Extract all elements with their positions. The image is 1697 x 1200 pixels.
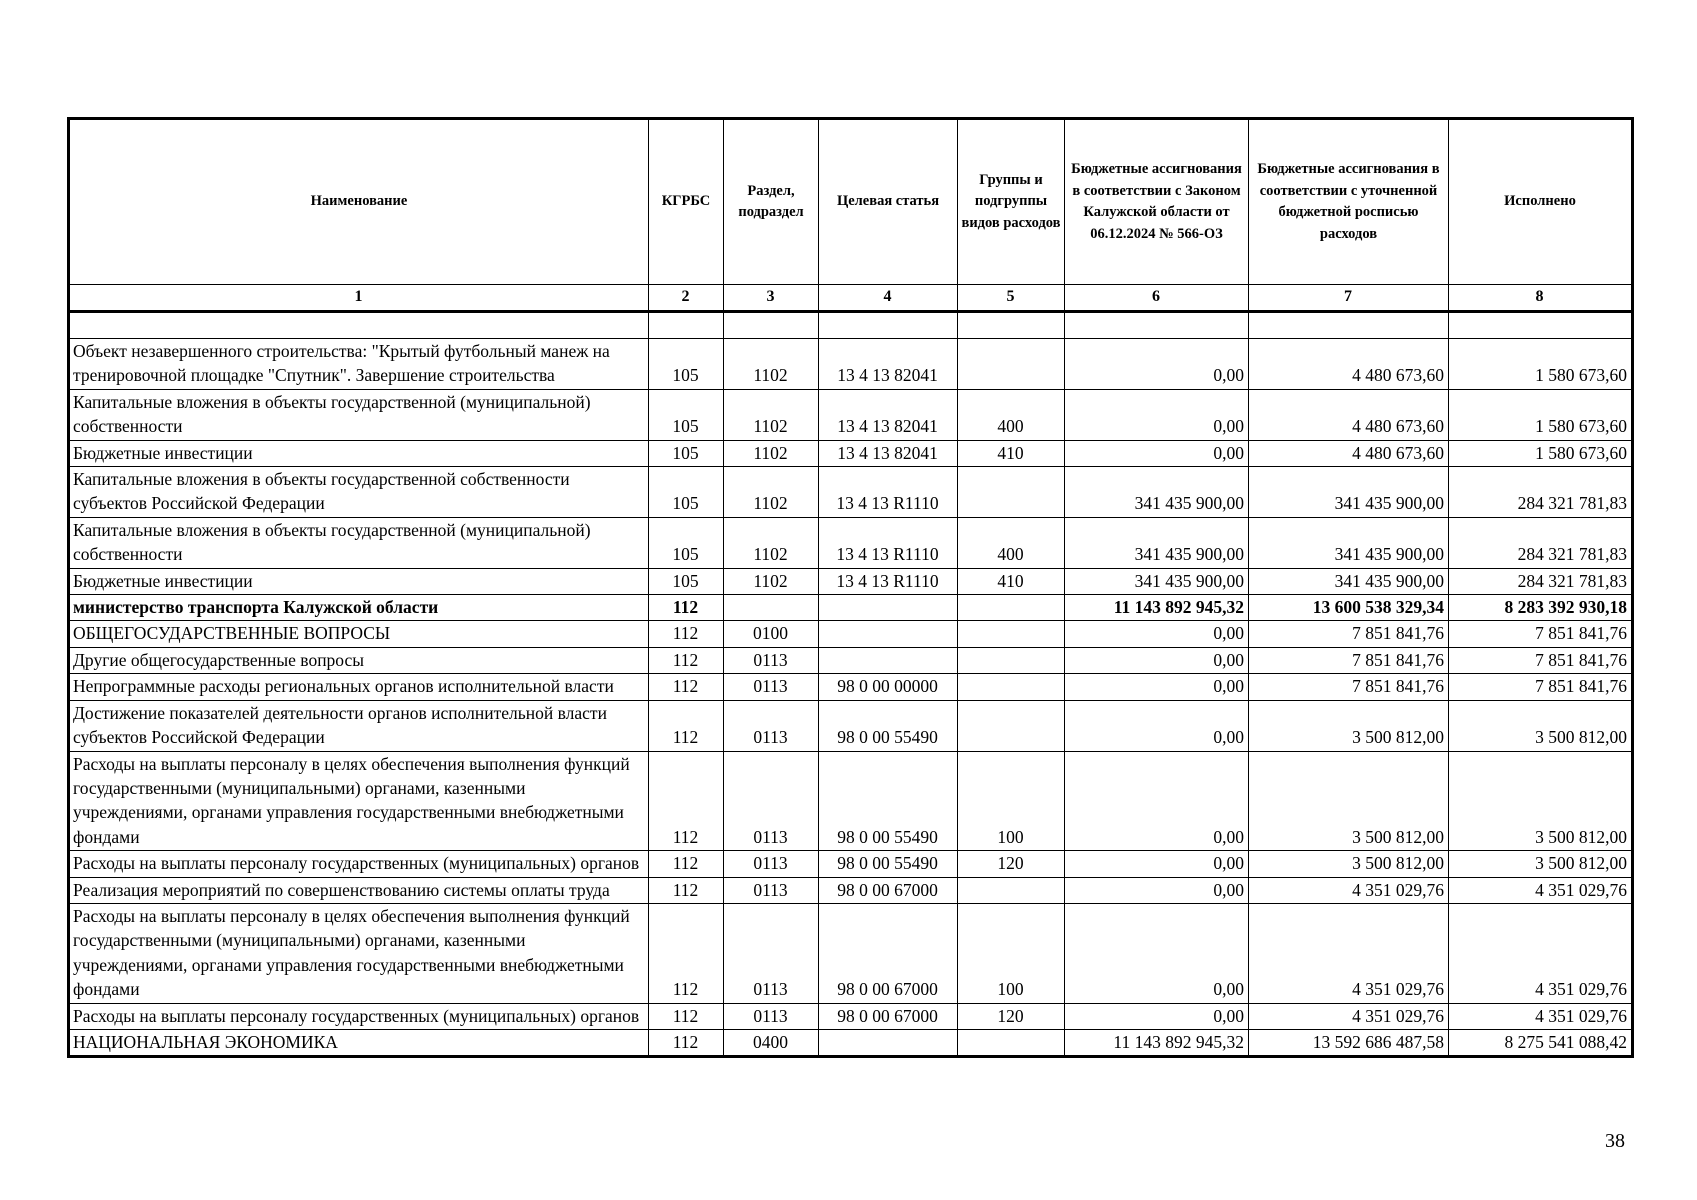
table-row <box>69 851 1633 877</box>
header-kgrbs: КГРБС <box>649 119 724 285</box>
cell-expense-type: 100 <box>958 751 1065 851</box>
cell-executed: 8 283 392 930,18 <box>1449 595 1633 621</box>
cell-section: 0113 <box>724 1003 819 1029</box>
cell-refined-allocation: 4 480 673,60 <box>1249 339 1449 390</box>
budget-execution-table <box>67 117 1634 1058</box>
cell-expense-type <box>958 1029 1065 1056</box>
cell-refined-allocation: 7 851 841,76 <box>1249 647 1449 673</box>
cell-target-article: 98 0 00 67000 <box>819 877 958 903</box>
cell-expense-type <box>958 700 1065 751</box>
header-law-allocation: Бюджетные ассигнования в соответствии с Законом Калужской области от 06.12.2024 № 566-ОЗ <box>1065 119 1249 285</box>
cell-kgrbs: 112 <box>649 621 724 647</box>
cell-name: НАЦИОНАЛЬНАЯ ЭКОНОМИКА <box>69 1029 649 1056</box>
cell-executed: 1 580 673,60 <box>1449 389 1633 440</box>
table-row <box>69 389 1633 440</box>
cell-executed: 284 321 781,83 <box>1449 467 1633 518</box>
cell-target-article: 98 0 00 00000 <box>819 674 958 700</box>
cell-target-article: 13 4 13 R1110 <box>819 467 958 518</box>
table-body <box>69 312 1633 1057</box>
cell-executed: 7 851 841,76 <box>1449 647 1633 673</box>
column-number: 2 <box>649 285 724 312</box>
cell-target-article: 13 4 13 82041 <box>819 339 958 390</box>
cell-expense-type <box>958 339 1065 390</box>
cell-expense-type <box>958 877 1065 903</box>
cell-name: Расходы на выплаты персоналу в целях обеспечения выполнения функций государственными (муниципальными) органами, казенными учреждениями, органами управления государственными внебюджетными фондами <box>69 903 649 1003</box>
column-number: 6 <box>1065 285 1249 312</box>
cell-section: 0113 <box>724 700 819 751</box>
cell-law-allocation: 0,00 <box>1065 903 1249 1003</box>
cell-target-article <box>819 1029 958 1056</box>
cell-section: 0113 <box>724 877 819 903</box>
cell-law-allocation: 0,00 <box>1065 674 1249 700</box>
cell-kgrbs: 105 <box>649 467 724 518</box>
cell-name: Достижение показателей деятельности органов исполнительной власти субъектов Российской Федерации <box>69 700 649 751</box>
cell-section: 1102 <box>724 568 819 594</box>
cell-refined-allocation: 13 600 538 329,34 <box>1249 595 1449 621</box>
cell-expense-type: 120 <box>958 1003 1065 1029</box>
cell-law-allocation: 341 435 900,00 <box>1065 517 1249 568</box>
cell-section: 1102 <box>724 339 819 390</box>
cell-section: 0113 <box>724 674 819 700</box>
cell-law-allocation: 0,00 <box>1065 339 1249 390</box>
header-section: Раздел, подраздел <box>724 119 819 285</box>
table-row <box>69 517 1633 568</box>
cell-kgrbs: 105 <box>649 517 724 568</box>
cell-refined-allocation: 341 435 900,00 <box>1249 568 1449 594</box>
cell-section <box>724 595 819 621</box>
table-row <box>69 621 1633 647</box>
cell-refined-allocation: 7 851 841,76 <box>1249 674 1449 700</box>
cell-name: Непрограммные расходы региональных органов исполнительной власти <box>69 674 649 700</box>
cell-kgrbs: 112 <box>649 674 724 700</box>
cell-name: Капитальные вложения в объекты государственной (муниципальной) собственности <box>69 517 649 568</box>
column-number: 1 <box>69 285 649 312</box>
cell-executed: 284 321 781,83 <box>1449 568 1633 594</box>
cell-target-article <box>819 647 958 673</box>
cell-law-allocation: 0,00 <box>1065 1003 1249 1029</box>
cell-refined-allocation: 7 851 841,76 <box>1249 621 1449 647</box>
cell-target-article: 13 4 13 R1110 <box>819 568 958 594</box>
cell-refined-allocation: 3 500 812,00 <box>1249 751 1449 851</box>
cell-expense-type: 120 <box>958 851 1065 877</box>
cell-target-article <box>819 621 958 647</box>
cell-refined-allocation: 4 351 029,76 <box>1249 1003 1449 1029</box>
cell-target-article: 13 4 13 82041 <box>819 440 958 466</box>
cell-expense-type <box>958 595 1065 621</box>
table-row <box>69 1003 1633 1029</box>
cell-refined-allocation: 4 480 673,60 <box>1249 440 1449 466</box>
header-refined-allocation: Бюджетные ассигнования в соответствии с уточненной бюджетной росписью расходов <box>1249 119 1449 285</box>
column-number: 5 <box>958 285 1065 312</box>
cell-executed: 7 851 841,76 <box>1449 674 1633 700</box>
table-row <box>69 751 1633 851</box>
cell-kgrbs: 105 <box>649 440 724 466</box>
table-row <box>69 647 1633 673</box>
cell-name: Расходы на выплаты персоналу в целях обеспечения выполнения функций государственными (муниципальными) органами, казенными учреждениями, органами управления государственными внебюджетными фондами <box>69 751 649 851</box>
cell-kgrbs: 112 <box>649 1029 724 1056</box>
cell-kgrbs: 112 <box>649 903 724 1003</box>
cell-executed: 1 580 673,60 <box>1449 339 1633 390</box>
column-number: 4 <box>819 285 958 312</box>
header-expense-type: Группы и подгруппы видов расходов <box>958 119 1065 285</box>
cell-target-article: 13 4 13 R1110 <box>819 517 958 568</box>
cell-name: Другие общегосударственные вопросы <box>69 647 649 673</box>
cell-target-article: 98 0 00 55490 <box>819 700 958 751</box>
table-row <box>69 700 1633 751</box>
cell-law-allocation: 0,00 <box>1065 877 1249 903</box>
cell-refined-allocation: 341 435 900,00 <box>1249 517 1449 568</box>
cell-executed: 284 321 781,83 <box>1449 517 1633 568</box>
cell-expense-type: 400 <box>958 389 1065 440</box>
cell-target-article: 98 0 00 67000 <box>819 903 958 1003</box>
cell-refined-allocation: 4 480 673,60 <box>1249 389 1449 440</box>
cell-name: Расходы на выплаты персоналу государственных (муниципальных) органов <box>69 1003 649 1029</box>
cell-kgrbs: 112 <box>649 595 724 621</box>
cell-name: Реализация мероприятий по совершенствованию системы оплаты труда <box>69 877 649 903</box>
cell-law-allocation: 11 143 892 945,32 <box>1065 1029 1249 1056</box>
cell-law-allocation: 0,00 <box>1065 440 1249 466</box>
column-number: 7 <box>1249 285 1449 312</box>
cell-law-allocation: 11 143 892 945,32 <box>1065 595 1249 621</box>
cell-kgrbs: 112 <box>649 751 724 851</box>
cell-executed: 3 500 812,00 <box>1449 700 1633 751</box>
cell-law-allocation: 0,00 <box>1065 647 1249 673</box>
cell-law-allocation: 341 435 900,00 <box>1065 467 1249 518</box>
cell-target-article: 13 4 13 82041 <box>819 389 958 440</box>
cell-section: 1102 <box>724 467 819 518</box>
cell-name: ОБЩЕГОСУДАРСТВЕННЫЕ ВОПРОСЫ <box>69 621 649 647</box>
cell-section: 1102 <box>724 440 819 466</box>
cell-target-article <box>819 595 958 621</box>
cell-law-allocation: 0,00 <box>1065 389 1249 440</box>
cell-section: 0113 <box>724 751 819 851</box>
table-row <box>69 674 1633 700</box>
table-row <box>69 440 1633 466</box>
cell-refined-allocation: 3 500 812,00 <box>1249 700 1449 751</box>
cell-law-allocation: 341 435 900,00 <box>1065 568 1249 594</box>
cell-expense-type: 410 <box>958 440 1065 466</box>
cell-name: министерство транспорта Калужской области <box>69 595 649 621</box>
cell-name: Бюджетные инвестиции <box>69 440 649 466</box>
cell-refined-allocation: 3 500 812,00 <box>1249 851 1449 877</box>
cell-name: Объект незавершенного строительства: "Крытый футбольный манеж на тренировочной площадке "Спутник". Завершение строительства <box>69 339 649 390</box>
cell-section: 0400 <box>724 1029 819 1056</box>
cell-kgrbs: 105 <box>649 339 724 390</box>
cell-executed: 3 500 812,00 <box>1449 751 1633 851</box>
cell-kgrbs: 112 <box>649 851 724 877</box>
cell-kgrbs: 112 <box>649 647 724 673</box>
cell-executed: 4 351 029,76 <box>1449 1003 1633 1029</box>
cell-section: 0113 <box>724 647 819 673</box>
cell-target-article: 98 0 00 55490 <box>819 851 958 877</box>
header-name: Наименование <box>69 119 649 285</box>
cell-target-article: 98 0 00 67000 <box>819 1003 958 1029</box>
cell-name: Бюджетные инвестиции <box>69 568 649 594</box>
cell-expense-type <box>958 674 1065 700</box>
column-number: 3 <box>724 285 819 312</box>
header-executed: Исполнено <box>1449 119 1633 285</box>
column-number: 8 <box>1449 285 1633 312</box>
table-row <box>69 467 1633 518</box>
cell-kgrbs: 105 <box>649 389 724 440</box>
cell-law-allocation: 0,00 <box>1065 700 1249 751</box>
table-row <box>69 877 1633 903</box>
cell-kgrbs: 112 <box>649 877 724 903</box>
table-row <box>69 568 1633 594</box>
cell-name: Расходы на выплаты персоналу государственных (муниципальных) органов <box>69 851 649 877</box>
header-row <box>69 119 1633 285</box>
cell-expense-type <box>958 467 1065 518</box>
column-number-row <box>69 285 1633 312</box>
cell-executed: 7 851 841,76 <box>1449 621 1633 647</box>
cell-name: Капитальные вложения в объекты государственной (муниципальной) собственности <box>69 389 649 440</box>
cell-law-allocation: 0,00 <box>1065 851 1249 877</box>
cell-kgrbs: 105 <box>649 568 724 594</box>
cell-refined-allocation: 13 592 686 487,58 <box>1249 1029 1449 1056</box>
cell-law-allocation: 0,00 <box>1065 621 1249 647</box>
cell-executed: 4 351 029,76 <box>1449 877 1633 903</box>
page-number: 38 <box>1605 1130 1625 1152</box>
cell-expense-type: 400 <box>958 517 1065 568</box>
cell-executed: 8 275 541 088,42 <box>1449 1029 1633 1056</box>
cell-expense-type: 100 <box>958 903 1065 1003</box>
cell-kgrbs: 112 <box>649 700 724 751</box>
table-row <box>69 595 1633 621</box>
cell-target-article: 98 0 00 55490 <box>819 751 958 851</box>
cell-refined-allocation: 4 351 029,76 <box>1249 903 1449 1003</box>
cell-kgrbs: 112 <box>649 1003 724 1029</box>
table-row <box>69 339 1633 390</box>
cell-section: 0113 <box>724 851 819 877</box>
cell-expense-type <box>958 621 1065 647</box>
cell-section: 1102 <box>724 389 819 440</box>
cell-expense-type <box>958 647 1065 673</box>
cell-law-allocation: 0,00 <box>1065 751 1249 851</box>
table-row <box>69 1029 1633 1056</box>
cell-section: 0100 <box>724 621 819 647</box>
cell-refined-allocation: 341 435 900,00 <box>1249 467 1449 518</box>
cell-section: 1102 <box>724 517 819 568</box>
cell-refined-allocation: 4 351 029,76 <box>1249 877 1449 903</box>
table-row <box>69 903 1633 1003</box>
cell-expense-type: 410 <box>958 568 1065 594</box>
spacer-row <box>69 312 1633 339</box>
cell-executed: 4 351 029,76 <box>1449 903 1633 1003</box>
header-target-article: Целевая статья <box>819 119 958 285</box>
cell-section: 0113 <box>724 903 819 1003</box>
cell-executed: 3 500 812,00 <box>1449 851 1633 877</box>
cell-executed: 1 580 673,60 <box>1449 440 1633 466</box>
cell-name: Капитальные вложения в объекты государственной собственности субъектов Российской Федерации <box>69 467 649 518</box>
